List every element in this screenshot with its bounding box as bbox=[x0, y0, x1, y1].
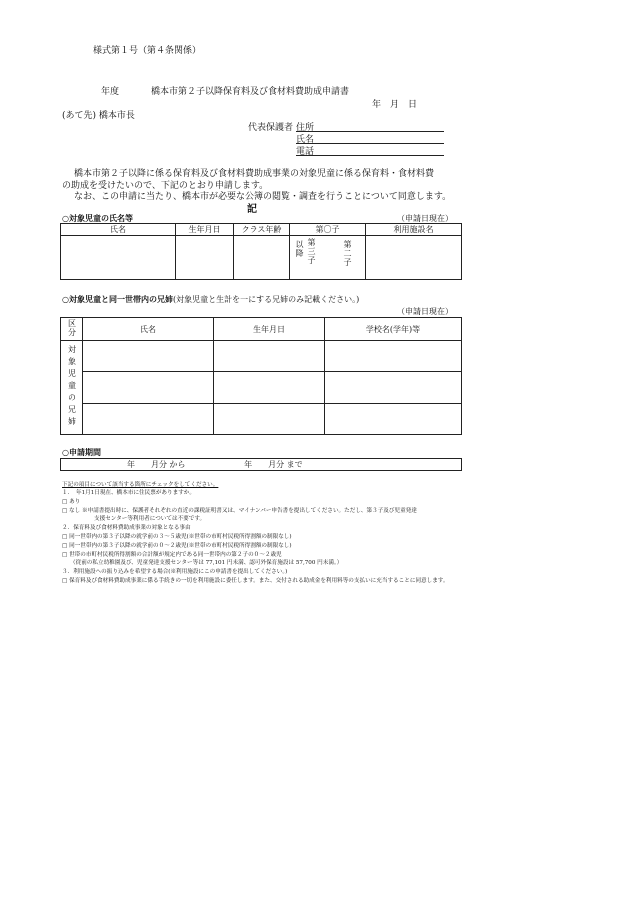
section1-as-of: （申請日現在） bbox=[397, 214, 453, 223]
period-from: 年 月分 から bbox=[127, 460, 186, 469]
option-third-or-later-a: 以降 bbox=[295, 240, 304, 258]
body-line-2: の助成を受けたいので、下記のとおり申請します。 bbox=[62, 181, 269, 191]
q3: ３．利用施設への振り込みを希望する場合(※利用施設にこの申請書を提出してください。) bbox=[62, 569, 288, 575]
ki-heading: 記 bbox=[247, 204, 257, 215]
q1-no-cont: 支援センター等利用者については不要です。 bbox=[94, 516, 206, 522]
target-child-table bbox=[60, 223, 462, 280]
child-class-age-cell[interactable] bbox=[234, 236, 290, 280]
section2-subtitle: (対象児童と生計を一にする兄姉のみ記載ください。) bbox=[172, 295, 360, 304]
q2-c-cont: （従前の私立幼稚園及び、児童発達支援センター等は 77,101 円未満、認可外保育施設は 57,700 円未満。） bbox=[70, 560, 343, 566]
sibling-col-birthdate-header: 生年月日 bbox=[214, 318, 325, 341]
col-name-header: 氏名 bbox=[61, 224, 176, 236]
sibling-side-label-cell bbox=[61, 341, 83, 435]
sibling-side-label: 対象児童の兄姉 bbox=[67, 344, 77, 429]
sibling2-name-cell[interactable] bbox=[83, 372, 214, 404]
q1-yes-checkbox[interactable]: □ あり bbox=[62, 499, 81, 505]
body-line-3: なお、この申請に当たり、橋本市が必要な公簿の閲覧・調査を行うことについて同意します。 bbox=[74, 192, 452, 202]
guardian-address-label: 住所 bbox=[296, 123, 315, 133]
child-facility-cell[interactable] bbox=[366, 236, 462, 280]
sibling2-school-cell[interactable] bbox=[325, 372, 462, 404]
sibling1-name-cell[interactable] bbox=[83, 341, 214, 372]
q2-a-checkbox[interactable]: □ 同一世帯内の第３子以降の就学前の３～５歳児(※世帯の市町村民税所得割額の制限なし) bbox=[62, 534, 292, 540]
period-to: 年 月分 まで bbox=[244, 460, 303, 469]
sibling2-birthdate-cell[interactable] bbox=[214, 372, 325, 404]
q3-a-checkbox[interactable]: □ 保育料及び食材料費助成事業に係る手続きの一切を利用施設に委任します。また、交付される助成金を利用料等の支払いに充当することに同意します。 bbox=[62, 578, 449, 584]
sibling3-name-cell[interactable] bbox=[83, 404, 214, 435]
sibling1-birthdate-cell[interactable] bbox=[214, 341, 325, 372]
q2-c-checkbox[interactable]: □ 世帯の市町村民税所得割額の合計額が規定内である同一世帯内の第２子の０～２歳児 bbox=[62, 552, 282, 558]
col-birthdate-header: 生年月日 bbox=[176, 224, 234, 236]
col-kubun-header: 区分 bbox=[61, 318, 83, 341]
period-table bbox=[60, 458, 462, 471]
section3-title: ○申請期間 bbox=[62, 447, 101, 457]
guardian-phone-field[interactable] bbox=[296, 155, 444, 156]
child-name-cell[interactable] bbox=[61, 236, 176, 280]
section2-title: ○対象児童と同一世帯内の兄姉 bbox=[62, 294, 173, 304]
guardian-label: 代表保護者 bbox=[248, 123, 294, 133]
col-class-age-header: クラス年齢 bbox=[234, 224, 290, 236]
year-label: 年度 bbox=[101, 87, 120, 97]
child-birth-order-cell[interactable] bbox=[290, 236, 366, 280]
sibling-col-name-header: 氏名 bbox=[83, 318, 214, 341]
guardian-address-field[interactable] bbox=[296, 131, 444, 132]
q2-b-checkbox[interactable]: □ 同一世帯内の第３子以降の就学前の０～２歳児(※世帯の市町村民税所得割額の制限なし) bbox=[62, 543, 292, 549]
col-birth-order-header: 第〇子 bbox=[290, 224, 366, 236]
q2: ２．保育料及び食材料費助成事業の対象となる事由 bbox=[62, 525, 191, 531]
section2-title-wrap bbox=[62, 294, 359, 305]
child-birthdate-cell[interactable] bbox=[176, 236, 234, 280]
guardian-name-field[interactable] bbox=[296, 143, 444, 144]
body-line-1: 橋本市第２子以降に係る保育料及び食材料費助成事業の対象児童に係る保育料・食材料費 bbox=[74, 169, 435, 179]
col-facility-header: 利用施設名 bbox=[366, 224, 462, 236]
notes-intro: 下記の項目について該当する箇所にチェックをしてください。 bbox=[62, 482, 219, 488]
option-second-child: 第二子 bbox=[343, 240, 352, 267]
q1-no-checkbox[interactable]: □ なし ※申請書提出時に、保護者それぞれの直近の課税証明書又は、マイナンバー申告書を提出してください。ただし、第３子及び児童発達 bbox=[62, 508, 417, 514]
section1-title: ○対象児童の氏名等 bbox=[62, 213, 133, 223]
period-cell[interactable] bbox=[61, 459, 462, 471]
sibling3-school-cell[interactable] bbox=[325, 404, 462, 435]
sibling-col-school-header: 学校名(学年)等 bbox=[325, 318, 462, 341]
form-title: 橋本市第２子以降保育料及び食材料費助成申請書 bbox=[151, 87, 350, 97]
sibling3-birthdate-cell[interactable] bbox=[214, 404, 325, 435]
q1: １． 年1月1日現在、橋本市に住民票がありますか。 bbox=[62, 490, 195, 496]
siblings-table bbox=[60, 317, 462, 435]
section2-as-of: （申請日現在） bbox=[397, 307, 453, 316]
guardian-name-label: 氏名 bbox=[296, 135, 315, 145]
sibling1-school-cell[interactable] bbox=[325, 341, 462, 372]
addressee: (あて先) 橋本市長 bbox=[62, 111, 135, 121]
date-line: 年 月 日 bbox=[372, 100, 418, 110]
option-third-or-later-b: 第三子 bbox=[307, 238, 316, 265]
form-id: 様式第１号（第４条関係） bbox=[93, 46, 202, 56]
guardian-phone-label: 電話 bbox=[296, 147, 315, 157]
